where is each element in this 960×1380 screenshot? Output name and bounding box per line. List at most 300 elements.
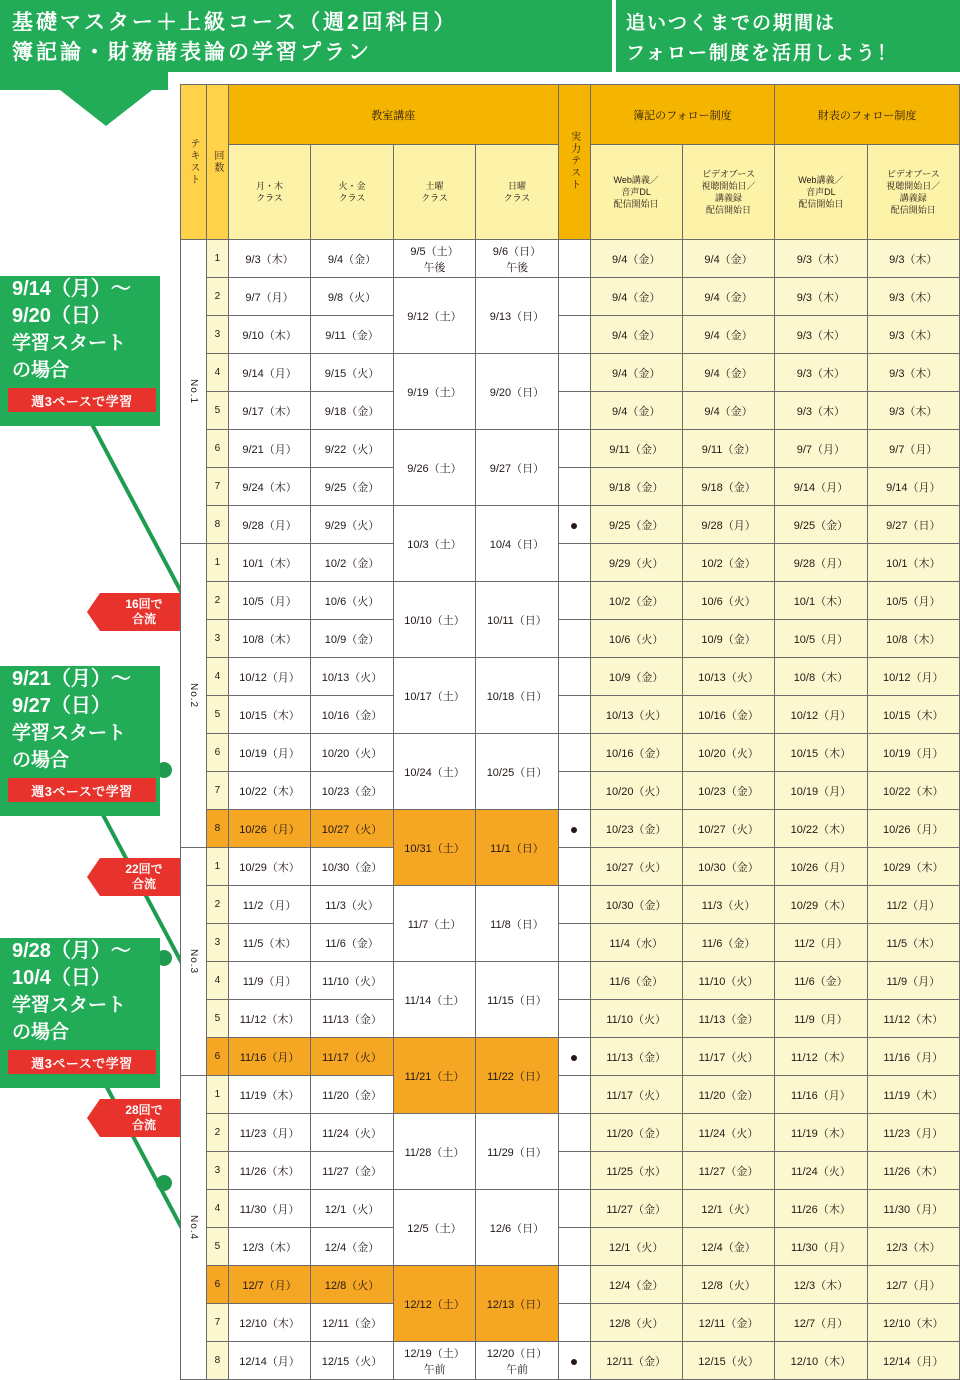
merge-flag-2-line1: 22回で (125, 862, 163, 876)
skill-test-mark (558, 924, 590, 962)
lesson-number: 4 (206, 1190, 228, 1228)
st-booth-date: 10/19（月） (867, 734, 959, 772)
bk-booth-date: 10/20（火） (682, 734, 774, 772)
lesson-number: 5 (206, 392, 228, 430)
lesson-number: 7 (206, 772, 228, 810)
bk-booth-date: 12/8（火） (682, 1266, 774, 1304)
date-sun: 11/1（日） (476, 810, 558, 886)
bk-web-date: 10/20（火） (590, 772, 682, 810)
skill-test-mark (558, 278, 590, 316)
bk-web-date: 12/11（金） (590, 1342, 682, 1380)
lesson-number: 6 (206, 1038, 228, 1076)
date-mon-thu: 9/24（木） (228, 468, 310, 506)
skill-test-mark (558, 240, 590, 278)
header-note-line2: フォロー制度を活用しよう！ (626, 43, 899, 64)
table-row (181, 316, 960, 354)
case-2-line4: の場合 (12, 750, 70, 771)
header-title-line2: 簿記論・財務諸表論の学習プラン (12, 41, 372, 64)
date-sun: 12/6（日） (476, 1190, 558, 1266)
spine-arrow-icon (60, 90, 152, 126)
date-mon-thu: 10/26（月） (228, 810, 310, 848)
date-mon-thu: 11/12（木） (228, 1000, 310, 1038)
skill-test-mark (558, 734, 590, 772)
date-mon-thu: 9/3（木） (228, 240, 310, 278)
skill-test-mark (558, 772, 590, 810)
lesson-number: 3 (206, 924, 228, 962)
date-sun: 11/8（日） (476, 886, 558, 962)
case-block-2 (0, 666, 160, 816)
bk-web-date: 11/20（金） (590, 1114, 682, 1152)
case-block-3 (0, 938, 160, 1088)
bk-booth-date: 10/6（火） (682, 582, 774, 620)
st-booth-date: 9/3（木） (867, 316, 959, 354)
lesson-number: 2 (206, 582, 228, 620)
header-col-st-booth-l3: 講義録 (899, 193, 927, 203)
table-row (181, 924, 960, 962)
st-booth-date: 11/16（月） (867, 1038, 959, 1076)
merge-dot-3 (156, 1175, 172, 1191)
date-mon-thu: 9/10（木） (228, 316, 310, 354)
header-col-bk-web-l1: Web講義／ (613, 175, 659, 185)
table-row (181, 810, 960, 848)
table-row (181, 848, 960, 886)
skill-test-mark (558, 316, 590, 354)
table-row (181, 1152, 960, 1190)
header-col-bk-web (590, 145, 682, 240)
date-mon-thu: 9/7（月） (228, 278, 310, 316)
header-col-st-booth-l1: ビデオブース (886, 169, 940, 179)
date-sun: 11/15（日） (476, 962, 558, 1038)
header-col-sat (393, 145, 475, 240)
bk-booth-date: 11/24（火） (682, 1114, 774, 1152)
bk-booth-date: 12/15（火） (682, 1342, 774, 1380)
st-web-date: 9/3（木） (775, 240, 867, 278)
bk-booth-date: 11/13（金） (682, 1000, 774, 1038)
case-3-line4: の場合 (12, 1022, 70, 1043)
bk-web-date: 11/10（火） (590, 1000, 682, 1038)
bk-web-date: 11/4（水） (590, 924, 682, 962)
st-web-date: 10/1（木） (775, 582, 867, 620)
st-booth-date: 12/10（木） (867, 1304, 959, 1342)
lesson-number: 7 (206, 1304, 228, 1342)
lesson-number: 6 (206, 430, 228, 468)
st-web-date: 10/8（木） (775, 658, 867, 696)
skill-test-mark (558, 354, 590, 392)
date-mon-thu: 12/3（木） (228, 1228, 310, 1266)
skill-test-mark: ● (558, 1038, 590, 1076)
st-web-date: 11/24（火） (775, 1152, 867, 1190)
st-web-date: 9/3（木） (775, 354, 867, 392)
table-row (181, 506, 960, 544)
case-1-line3: 学習スタート (12, 333, 127, 354)
date-tue-fri: 9/11（金） (311, 316, 393, 354)
st-web-date: 11/30（月） (775, 1228, 867, 1266)
case-2-pace-badge: 週3ペースで学習 (8, 778, 156, 802)
st-booth-date: 9/3（木） (867, 240, 959, 278)
header-title-line1: 基礎マスター＋上級コース（週2回科目） (12, 11, 458, 34)
st-booth-date: 9/3（木） (867, 278, 959, 316)
bk-web-date: 11/6（金） (590, 962, 682, 1000)
skill-test-mark: ● (558, 506, 590, 544)
table-row (181, 1190, 960, 1228)
st-booth-date: 10/8（木） (867, 620, 959, 658)
bk-booth-date: 11/10（火） (682, 962, 774, 1000)
date-sun: 10/4（日） (476, 506, 558, 582)
date-tue-fri: 9/18（金） (311, 392, 393, 430)
date-sat: 12/19（土） 午前 (393, 1342, 475, 1380)
bk-web-date: 12/1（火） (590, 1228, 682, 1266)
skill-test-mark (558, 696, 590, 734)
merge-flag-1 (100, 593, 188, 631)
bk-web-date: 10/2（金） (590, 582, 682, 620)
lesson-number: 5 (206, 1228, 228, 1266)
st-web-date: 10/19（月） (775, 772, 867, 810)
date-sun: 12/13（日） (476, 1266, 558, 1342)
date-tue-fri: 11/13（金） (311, 1000, 393, 1038)
date-tue-fri: 11/3（火） (311, 886, 393, 924)
st-booth-date: 9/14（月） (867, 468, 959, 506)
bk-booth-date: 9/18（金） (682, 468, 774, 506)
st-web-date: 9/3（木） (775, 316, 867, 354)
table-row (181, 962, 960, 1000)
st-booth-date: 11/2（月） (867, 886, 959, 924)
skill-test-mark (558, 1076, 590, 1114)
date-tue-fri: 11/6（金） (311, 924, 393, 962)
header-bookkeeping-follow-group: 簿記のフォロー制度 (590, 85, 775, 145)
bk-booth-date: 11/20（金） (682, 1076, 774, 1114)
skill-test-mark (558, 544, 590, 582)
header-skill-test (558, 85, 590, 240)
date-mon-thu: 10/1（木） (228, 544, 310, 582)
merge-flag-2 (100, 858, 188, 896)
bk-web-date: 10/6（火） (590, 620, 682, 658)
header-col-bk-booth (682, 145, 774, 240)
header-col-sat-l1: 土曜 (425, 181, 444, 191)
date-sun: 9/6（日） 午後 (476, 240, 558, 278)
text-group-label: No.2 (181, 544, 207, 848)
bk-booth-date: 10/27（火） (682, 810, 774, 848)
skill-test-mark (558, 848, 590, 886)
date-tue-fri: 10/30（金） (311, 848, 393, 886)
table-row (181, 658, 960, 696)
skill-test-mark (558, 962, 590, 1000)
date-mon-thu: 9/14（月） (228, 354, 310, 392)
lesson-number: 6 (206, 1266, 228, 1304)
skill-test-mark (558, 430, 590, 468)
header-col-st-web-l1: Web講義／ (798, 175, 844, 185)
case-1-pace-badge: 週3ペースで学習 (8, 388, 156, 412)
bk-web-date: 10/9（金） (590, 658, 682, 696)
st-booth-date: 11/9（月） (867, 962, 959, 1000)
bk-web-date: 10/16（金） (590, 734, 682, 772)
date-tue-fri: 10/9（金） (311, 620, 393, 658)
bk-web-date: 9/4（金） (590, 392, 682, 430)
table-row (181, 1304, 960, 1342)
bk-booth-date: 9/4（金） (682, 278, 774, 316)
table-row (181, 696, 960, 734)
date-tue-fri: 10/6（火） (311, 582, 393, 620)
lesson-number: 2 (206, 1114, 228, 1152)
date-tue-fri: 10/27（火） (311, 810, 393, 848)
header-col-st-web-l2: 音声DL (806, 187, 836, 197)
date-tue-fri: 9/4（金） (311, 240, 393, 278)
st-booth-date: 11/26（木） (867, 1152, 959, 1190)
st-booth-date: 12/7（月） (867, 1266, 959, 1304)
lesson-number: 1 (206, 848, 228, 886)
st-web-date: 12/10（木） (775, 1342, 867, 1380)
header-row-groups (181, 85, 960, 145)
table-row (181, 1114, 960, 1152)
bk-web-date: 10/23（金） (590, 810, 682, 848)
date-sat: 11/14（土） (393, 962, 475, 1038)
st-web-date: 11/9（月） (775, 1000, 867, 1038)
date-tue-fri: 11/10（火） (311, 962, 393, 1000)
bk-booth-date: 11/17（火） (682, 1038, 774, 1076)
date-sun: 10/18（日） (476, 658, 558, 734)
bk-web-date: 9/4（金） (590, 316, 682, 354)
st-web-date: 9/14（月） (775, 468, 867, 506)
date-mon-thu: 11/19（木） (228, 1076, 310, 1114)
st-web-date: 11/12（木） (775, 1038, 867, 1076)
table-row (181, 468, 960, 506)
table-row (181, 1000, 960, 1038)
skill-test-mark: ● (558, 810, 590, 848)
bk-web-date: 9/29（火） (590, 544, 682, 582)
skill-test-mark (558, 392, 590, 430)
st-booth-date: 9/3（木） (867, 354, 959, 392)
case-3-pace-badge: 週3ペースで学習 (8, 1050, 156, 1074)
merge-flag-3 (100, 1099, 188, 1137)
date-tue-fri: 10/16（金） (311, 696, 393, 734)
st-web-date: 9/7（月） (775, 430, 867, 468)
st-web-date: 9/25（金） (775, 506, 867, 544)
date-mon-thu: 10/5（月） (228, 582, 310, 620)
table-row (181, 582, 960, 620)
bk-booth-date: 11/3（火） (682, 886, 774, 924)
skill-test-mark (558, 582, 590, 620)
skill-test-mark (558, 1304, 590, 1342)
bk-booth-date: 9/28（月） (682, 506, 774, 544)
date-mon-thu: 12/10（木） (228, 1304, 310, 1342)
date-tue-fri: 9/8（火） (311, 278, 393, 316)
lesson-number: 5 (206, 696, 228, 734)
date-mon-thu: 10/29（木） (228, 848, 310, 886)
st-booth-date: 11/30（月） (867, 1190, 959, 1228)
bk-booth-date: 10/13（火） (682, 658, 774, 696)
case-2-line2: 9/27（日） (12, 695, 111, 717)
date-sat: 10/24（土） (393, 734, 475, 810)
header-col-mon-thu (228, 145, 310, 240)
date-tue-fri: 12/15（火） (311, 1342, 393, 1380)
st-booth-date: 9/27（日） (867, 506, 959, 544)
skill-test-mark (558, 1152, 590, 1190)
header-col-sun-l1: 日曜 (507, 181, 526, 191)
st-web-date: 9/3（木） (775, 278, 867, 316)
lesson-number: 4 (206, 354, 228, 392)
date-tue-fri: 12/4（金） (311, 1228, 393, 1266)
spine-bar (0, 72, 168, 90)
date-tue-fri: 11/17（火） (311, 1038, 393, 1076)
date-sat: 9/5（土） 午後 (393, 240, 475, 278)
header-col-bk-web-l2: 音声DL (621, 187, 651, 197)
date-sun: 10/25（日） (476, 734, 558, 810)
skill-test-mark (558, 886, 590, 924)
st-booth-date: 11/19（木） (867, 1076, 959, 1114)
date-sat: 10/3（土） (393, 506, 475, 582)
st-web-date: 11/6（金） (775, 962, 867, 1000)
date-sat: 10/10（土） (393, 582, 475, 658)
table-row (181, 278, 960, 316)
date-mon-thu: 11/26（木） (228, 1152, 310, 1190)
skill-test-mark (558, 1266, 590, 1304)
date-sat: 11/21（土） (393, 1038, 475, 1114)
skill-test-mark (558, 1114, 590, 1152)
table-row (181, 772, 960, 810)
st-booth-date: 11/12（木） (867, 1000, 959, 1038)
header-classroom-group: 教室講座 (228, 85, 558, 145)
schedule-table (180, 84, 960, 1380)
st-web-date: 11/2（月） (775, 924, 867, 962)
date-sat: 10/31（土） (393, 810, 475, 886)
date-sun: 11/22（日） (476, 1038, 558, 1114)
lesson-number: 1 (206, 240, 228, 278)
lesson-number: 3 (206, 316, 228, 354)
date-mon-thu: 12/14（月） (228, 1342, 310, 1380)
table-row (181, 1342, 960, 1380)
header-col-tue-fri-l2: クラス (338, 193, 366, 203)
header-col-sun-l2: クラス (503, 193, 531, 203)
text-group-label: No.3 (181, 848, 207, 1076)
header-text-column: テキスト (181, 85, 207, 240)
bk-web-date: 9/25（金） (590, 506, 682, 544)
schedule-table-body (181, 240, 960, 1380)
schedule-table-head (181, 85, 960, 240)
st-booth-date: 11/23（月） (867, 1114, 959, 1152)
st-web-date: 10/5（月） (775, 620, 867, 658)
st-booth-date: 10/22（木） (867, 772, 959, 810)
bk-web-date: 10/27（火） (590, 848, 682, 886)
bk-booth-date: 9/4（金） (682, 392, 774, 430)
date-mon-thu: 10/12（月） (228, 658, 310, 696)
st-booth-date: 9/7（月） (867, 430, 959, 468)
case-1-line4: の場合 (12, 360, 70, 381)
skill-test-mark (558, 1228, 590, 1266)
skill-test-mark: ● (558, 1342, 590, 1380)
header-col-st-web (775, 145, 867, 240)
bk-booth-date: 9/4（金） (682, 316, 774, 354)
table-row (181, 392, 960, 430)
merge-flag-3-line1: 28回で (125, 1103, 163, 1117)
header-col-sat-l2: クラス (421, 193, 448, 203)
st-booth-date: 10/26（月） (867, 810, 959, 848)
table-row (181, 544, 960, 582)
date-tue-fri: 9/29（火） (311, 506, 393, 544)
bk-web-date: 12/4（金） (590, 1266, 682, 1304)
case-3-line3: 学習スタート (12, 995, 127, 1016)
header-statements-follow-group: 財表のフォロー制度 (775, 85, 960, 145)
bk-booth-date: 10/9（金） (682, 620, 774, 658)
lesson-number: 4 (206, 658, 228, 696)
lesson-number: 5 (206, 1000, 228, 1038)
merge-flag-3-line2: 合流 (131, 1118, 156, 1132)
date-mon-thu: 11/9（月） (228, 962, 310, 1000)
date-sun: 9/20（日） (476, 354, 558, 430)
text-group-label: No.4 (181, 1076, 207, 1380)
header-col-st-booth (867, 145, 959, 240)
case-2-line1: 9/21（月）～ (12, 668, 131, 690)
st-web-date: 12/3（木） (775, 1266, 867, 1304)
bk-booth-date: 10/2（金） (682, 544, 774, 582)
merge-flag-1-line2: 合流 (131, 612, 156, 626)
bk-booth-date: 10/16（金） (682, 696, 774, 734)
date-sat: 9/12（土） (393, 278, 475, 354)
date-tue-fri: 12/11（金） (311, 1304, 393, 1342)
lesson-number: 8 (206, 810, 228, 848)
date-tue-fri: 9/22（火） (311, 430, 393, 468)
date-tue-fri: 11/24（火） (311, 1114, 393, 1152)
date-tue-fri: 9/25（金） (311, 468, 393, 506)
lesson-number: 8 (206, 1342, 228, 1380)
schedule-table-wrapper (180, 84, 960, 1380)
date-mon-thu: 9/28（月） (228, 506, 310, 544)
bk-web-date: 9/11（金） (590, 430, 682, 468)
st-booth-date: 10/5（月） (867, 582, 959, 620)
table-row (181, 1228, 960, 1266)
lesson-number: 1 (206, 1076, 228, 1114)
st-booth-date: 10/15（木） (867, 696, 959, 734)
date-tue-fri: 12/8（火） (311, 1266, 393, 1304)
st-web-date: 9/3（木） (775, 392, 867, 430)
date-sat: 12/12（土） (393, 1266, 475, 1342)
st-booth-date: 12/14（月） (867, 1342, 959, 1380)
bk-booth-date: 11/6（金） (682, 924, 774, 962)
lesson-number: 3 (206, 620, 228, 658)
date-sat: 9/26（土） (393, 430, 475, 506)
date-sat: 11/7（土） (393, 886, 475, 962)
table-row (181, 430, 960, 468)
header-col-bk-web-l3: 配信開始日 (613, 199, 659, 209)
bk-web-date: 12/8（火） (590, 1304, 682, 1342)
lesson-number: 2 (206, 278, 228, 316)
header-col-bk-booth-l2: 視聴開始日／ (701, 181, 756, 191)
lesson-number: 1 (206, 544, 228, 582)
case-1-line1: 9/14（月）～ (12, 278, 131, 300)
st-booth-date: 10/1（木） (867, 544, 959, 582)
date-sat: 10/17（土） (393, 658, 475, 734)
lesson-number: 4 (206, 962, 228, 1000)
header-col-bk-booth-l4: 配信開始日 (706, 205, 752, 215)
case-2-line3: 学習スタート (12, 723, 127, 744)
st-web-date: 10/22（木） (775, 810, 867, 848)
bk-web-date: 9/4（金） (590, 278, 682, 316)
date-mon-thu: 10/8（木） (228, 620, 310, 658)
table-row (181, 1038, 960, 1076)
bk-booth-date: 10/30（金） (682, 848, 774, 886)
st-web-date: 10/15（木） (775, 734, 867, 772)
header-col-mon-thu-l1: 月・木 (256, 181, 284, 191)
header-col-sun (476, 145, 558, 240)
header-col-st-booth-l4: 配信開始日 (890, 205, 936, 215)
skill-test-mark (558, 468, 590, 506)
bk-web-date: 11/25（水） (590, 1152, 682, 1190)
date-tue-fri: 12/1（火） (311, 1190, 393, 1228)
lesson-number: 3 (206, 1152, 228, 1190)
st-web-date: 11/19（木） (775, 1114, 867, 1152)
header-count-column: 回数 (206, 85, 228, 240)
date-tue-fri: 9/15（火） (311, 354, 393, 392)
lesson-number: 6 (206, 734, 228, 772)
date-tue-fri: 10/13（火） (311, 658, 393, 696)
